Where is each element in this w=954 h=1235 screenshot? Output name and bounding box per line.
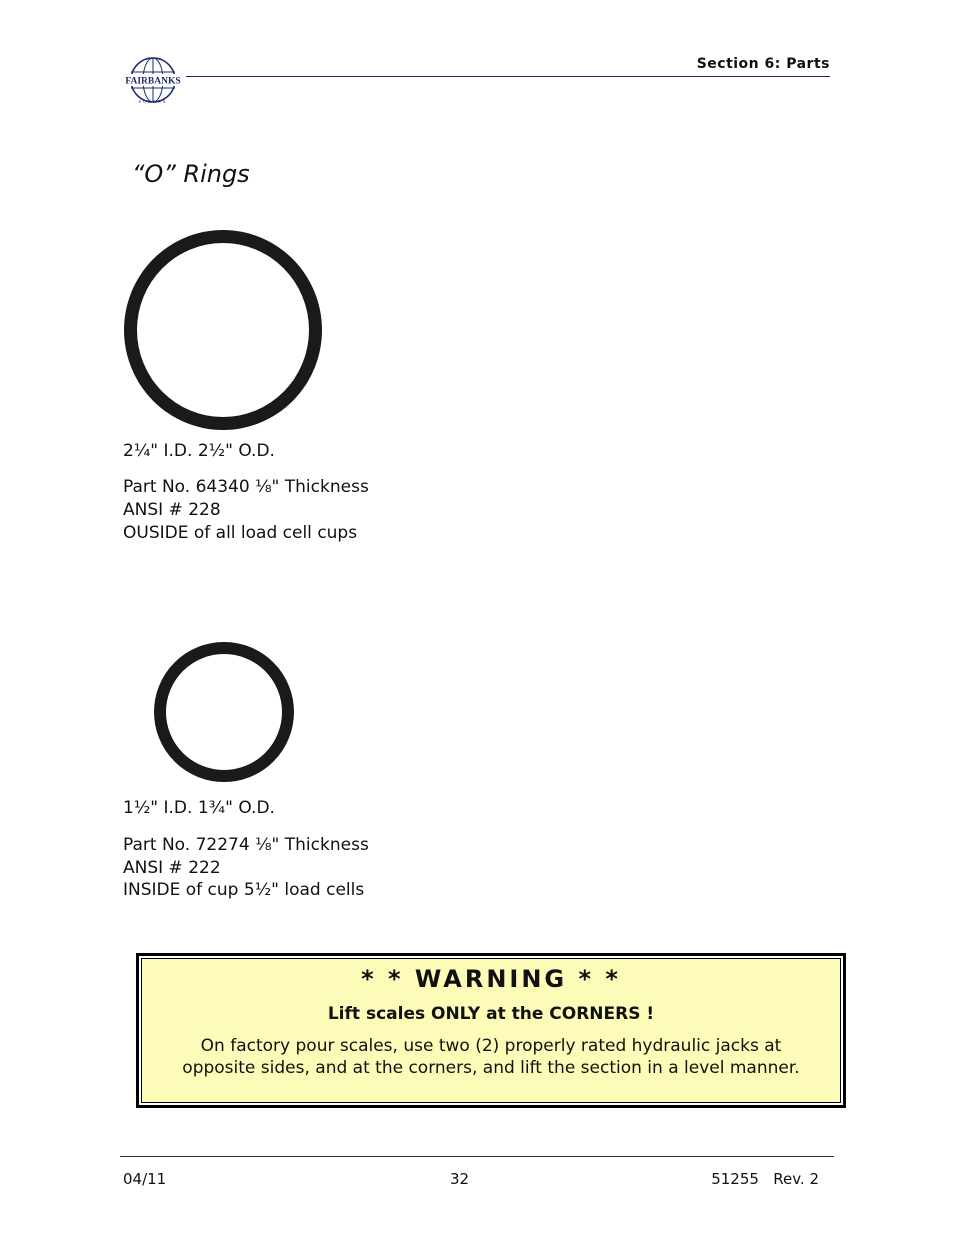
warning-subtitle: Lift scales ONLY at the CORNERS ! <box>327 1004 655 1024</box>
warning-title: * * WARNING * * <box>361 965 621 993</box>
ring1-location: OUSIDE of all load cell cups <box>123 523 358 543</box>
ring2-part-number: Part No. 72274 ⅛" Thickness <box>123 835 369 855</box>
logo-text: FAIRBANKS <box>125 76 181 87</box>
footer-date: 04/11 <box>123 1170 167 1188</box>
logo-subtext: SCALES <box>138 99 168 104</box>
header-rule <box>186 76 830 77</box>
fairbanks-logo <box>120 56 186 104</box>
ring1-size: 2¼" I.D. 2½" O.D. <box>123 441 275 461</box>
footer-rule <box>120 1156 834 1157</box>
ring2-ansi: ANSI # 222 <box>123 858 221 878</box>
ring2-size: 1½" I.D. 1¾" O.D. <box>123 798 275 818</box>
warning-box <box>136 953 846 1108</box>
o-ring-small-illustration <box>154 642 294 782</box>
section-title: Section 6: Parts <box>696 56 830 72</box>
warning-inner <box>141 958 841 1103</box>
ring1-part-number: Part No. 64340 ⅛" Thickness <box>123 477 369 497</box>
ring1-ansi: ANSI # 228 <box>123 500 221 520</box>
o-ring-large-illustration <box>124 230 322 430</box>
footer-page-number: 32 <box>450 1170 470 1188</box>
page-heading: “O” Rings <box>132 160 250 188</box>
warning-body: On factory pour scales, use two (2) properly rated hydraulic jacks at opposite sides, and at the corners, and lift the section in a level manner. <box>182 1036 800 1078</box>
footer-doc-revision: 51255 Rev. 2 <box>711 1170 819 1188</box>
ring2-location: INSIDE of cup 5½" load cells <box>123 880 365 900</box>
